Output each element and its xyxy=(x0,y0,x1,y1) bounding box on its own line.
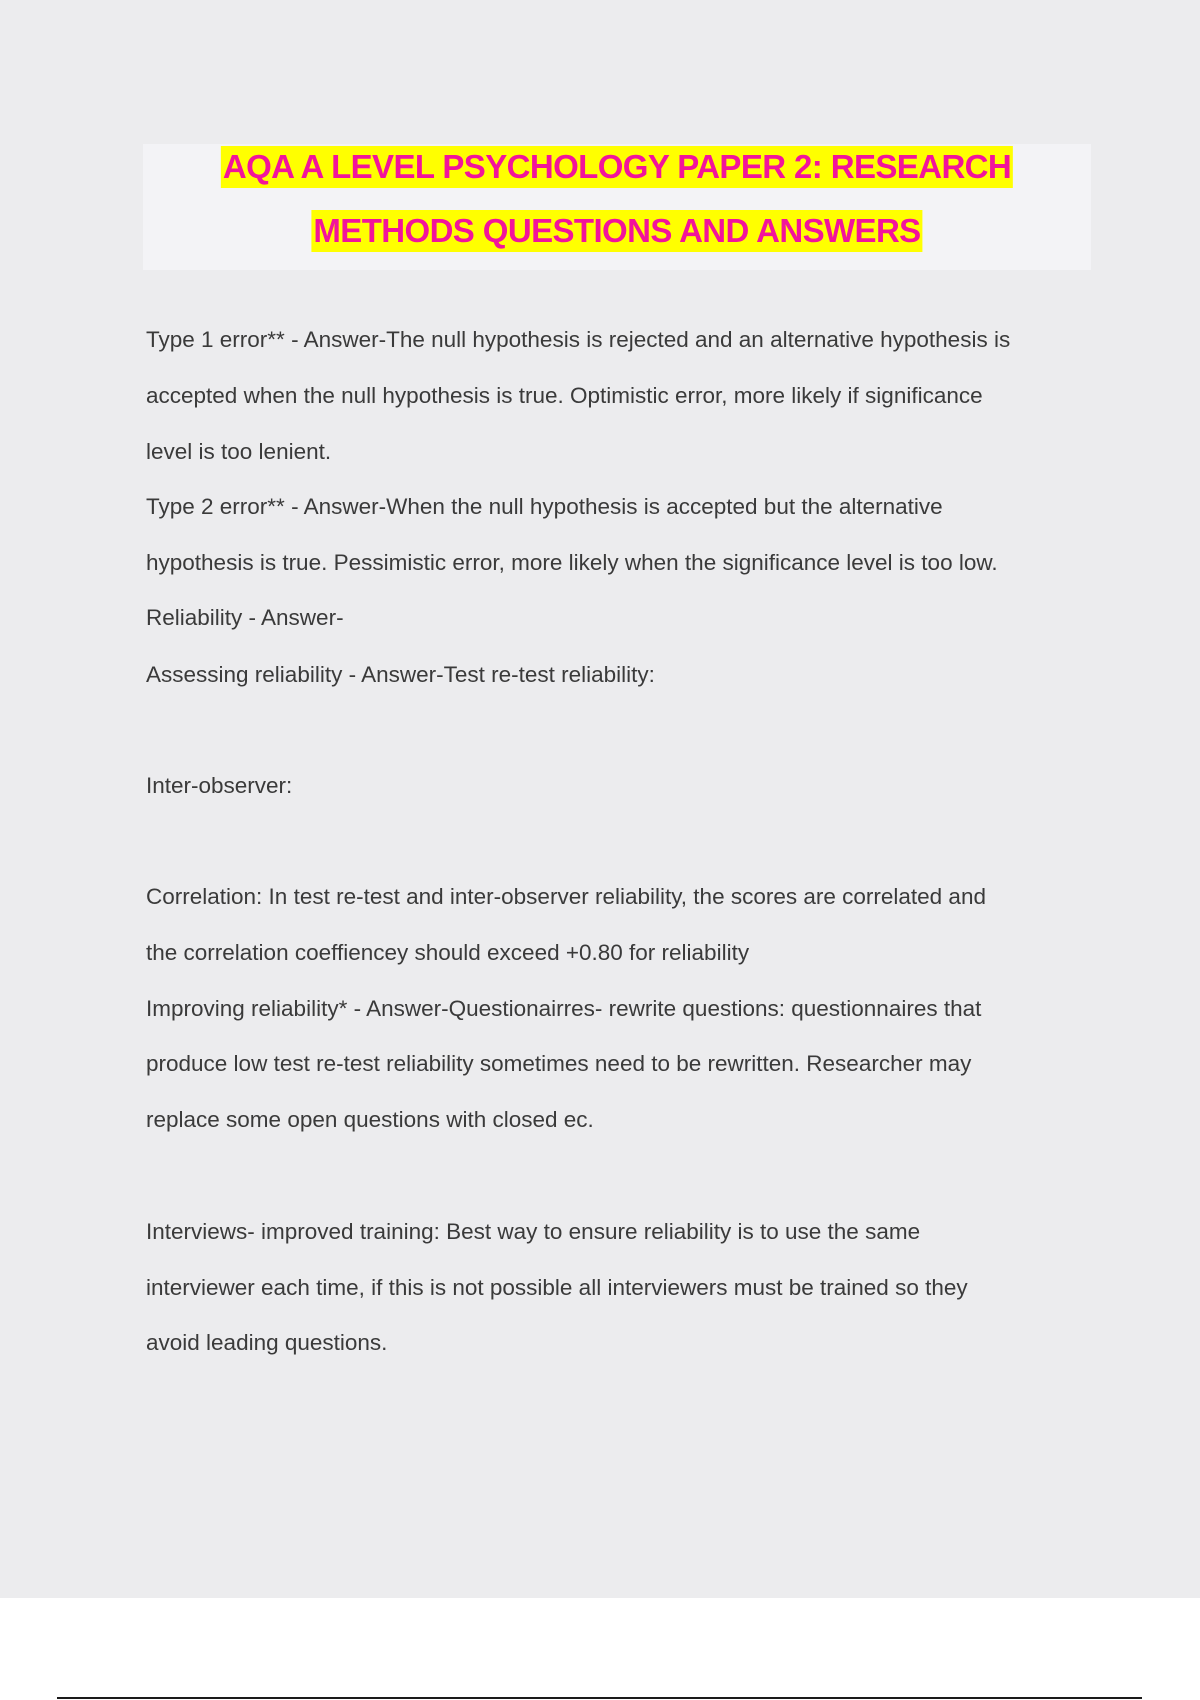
body-line: avoid leading questions. xyxy=(146,1330,388,1355)
body-line: produce low test re-test reliability sometimes need to be rewritten. Researcher may xyxy=(146,1051,972,1076)
body-line: Inter-observer: xyxy=(146,773,293,798)
footer-divider xyxy=(57,1697,1142,1699)
body-line: accepted when the null hypothesis is true. Optimistic error, more likely if significance xyxy=(146,383,983,408)
body-line: hypothesis is true. Pessimistic error, more likely when the significance level is too low. xyxy=(146,550,998,575)
title-block xyxy=(143,144,1091,270)
body-line: Reliability - Answer- xyxy=(146,605,344,630)
body-line: the correlation coeffiencey should exceed +0.80 for reliability xyxy=(146,940,750,965)
body-line: replace some open questions with closed ec. xyxy=(146,1107,594,1132)
body-line: Type 2 error** - Answer-When the null hypothesis is accepted but the alternative xyxy=(146,494,943,519)
body-line: Interviews- improved training: Best way to ensure reliability is to use the same xyxy=(146,1219,921,1244)
body-line: interviewer each time, if this is not possible all interviewers must be trained so they xyxy=(146,1275,968,1300)
body-line: Correlation: In test re-test and inter-observer reliability, the scores are correlated and xyxy=(146,884,986,909)
body-line: level is too lenient. xyxy=(146,439,332,464)
body-line: Assessing reliability - Answer-Test re-test reliability: xyxy=(146,662,655,687)
body-line: Improving reliability* - Answer-Questionairres- rewrite questions: questionnaires that xyxy=(146,996,982,1021)
document-title-line-2: METHODS QUESTIONS AND ANSWERS xyxy=(311,210,922,252)
document-title-line-1: AQA A LEVEL PSYCHOLOGY PAPER 2: RESEARCH xyxy=(221,146,1013,188)
body-line: Type 1 error** - Answer-The null hypothesis is rejected and an alternative hypothesis is xyxy=(146,327,1011,352)
